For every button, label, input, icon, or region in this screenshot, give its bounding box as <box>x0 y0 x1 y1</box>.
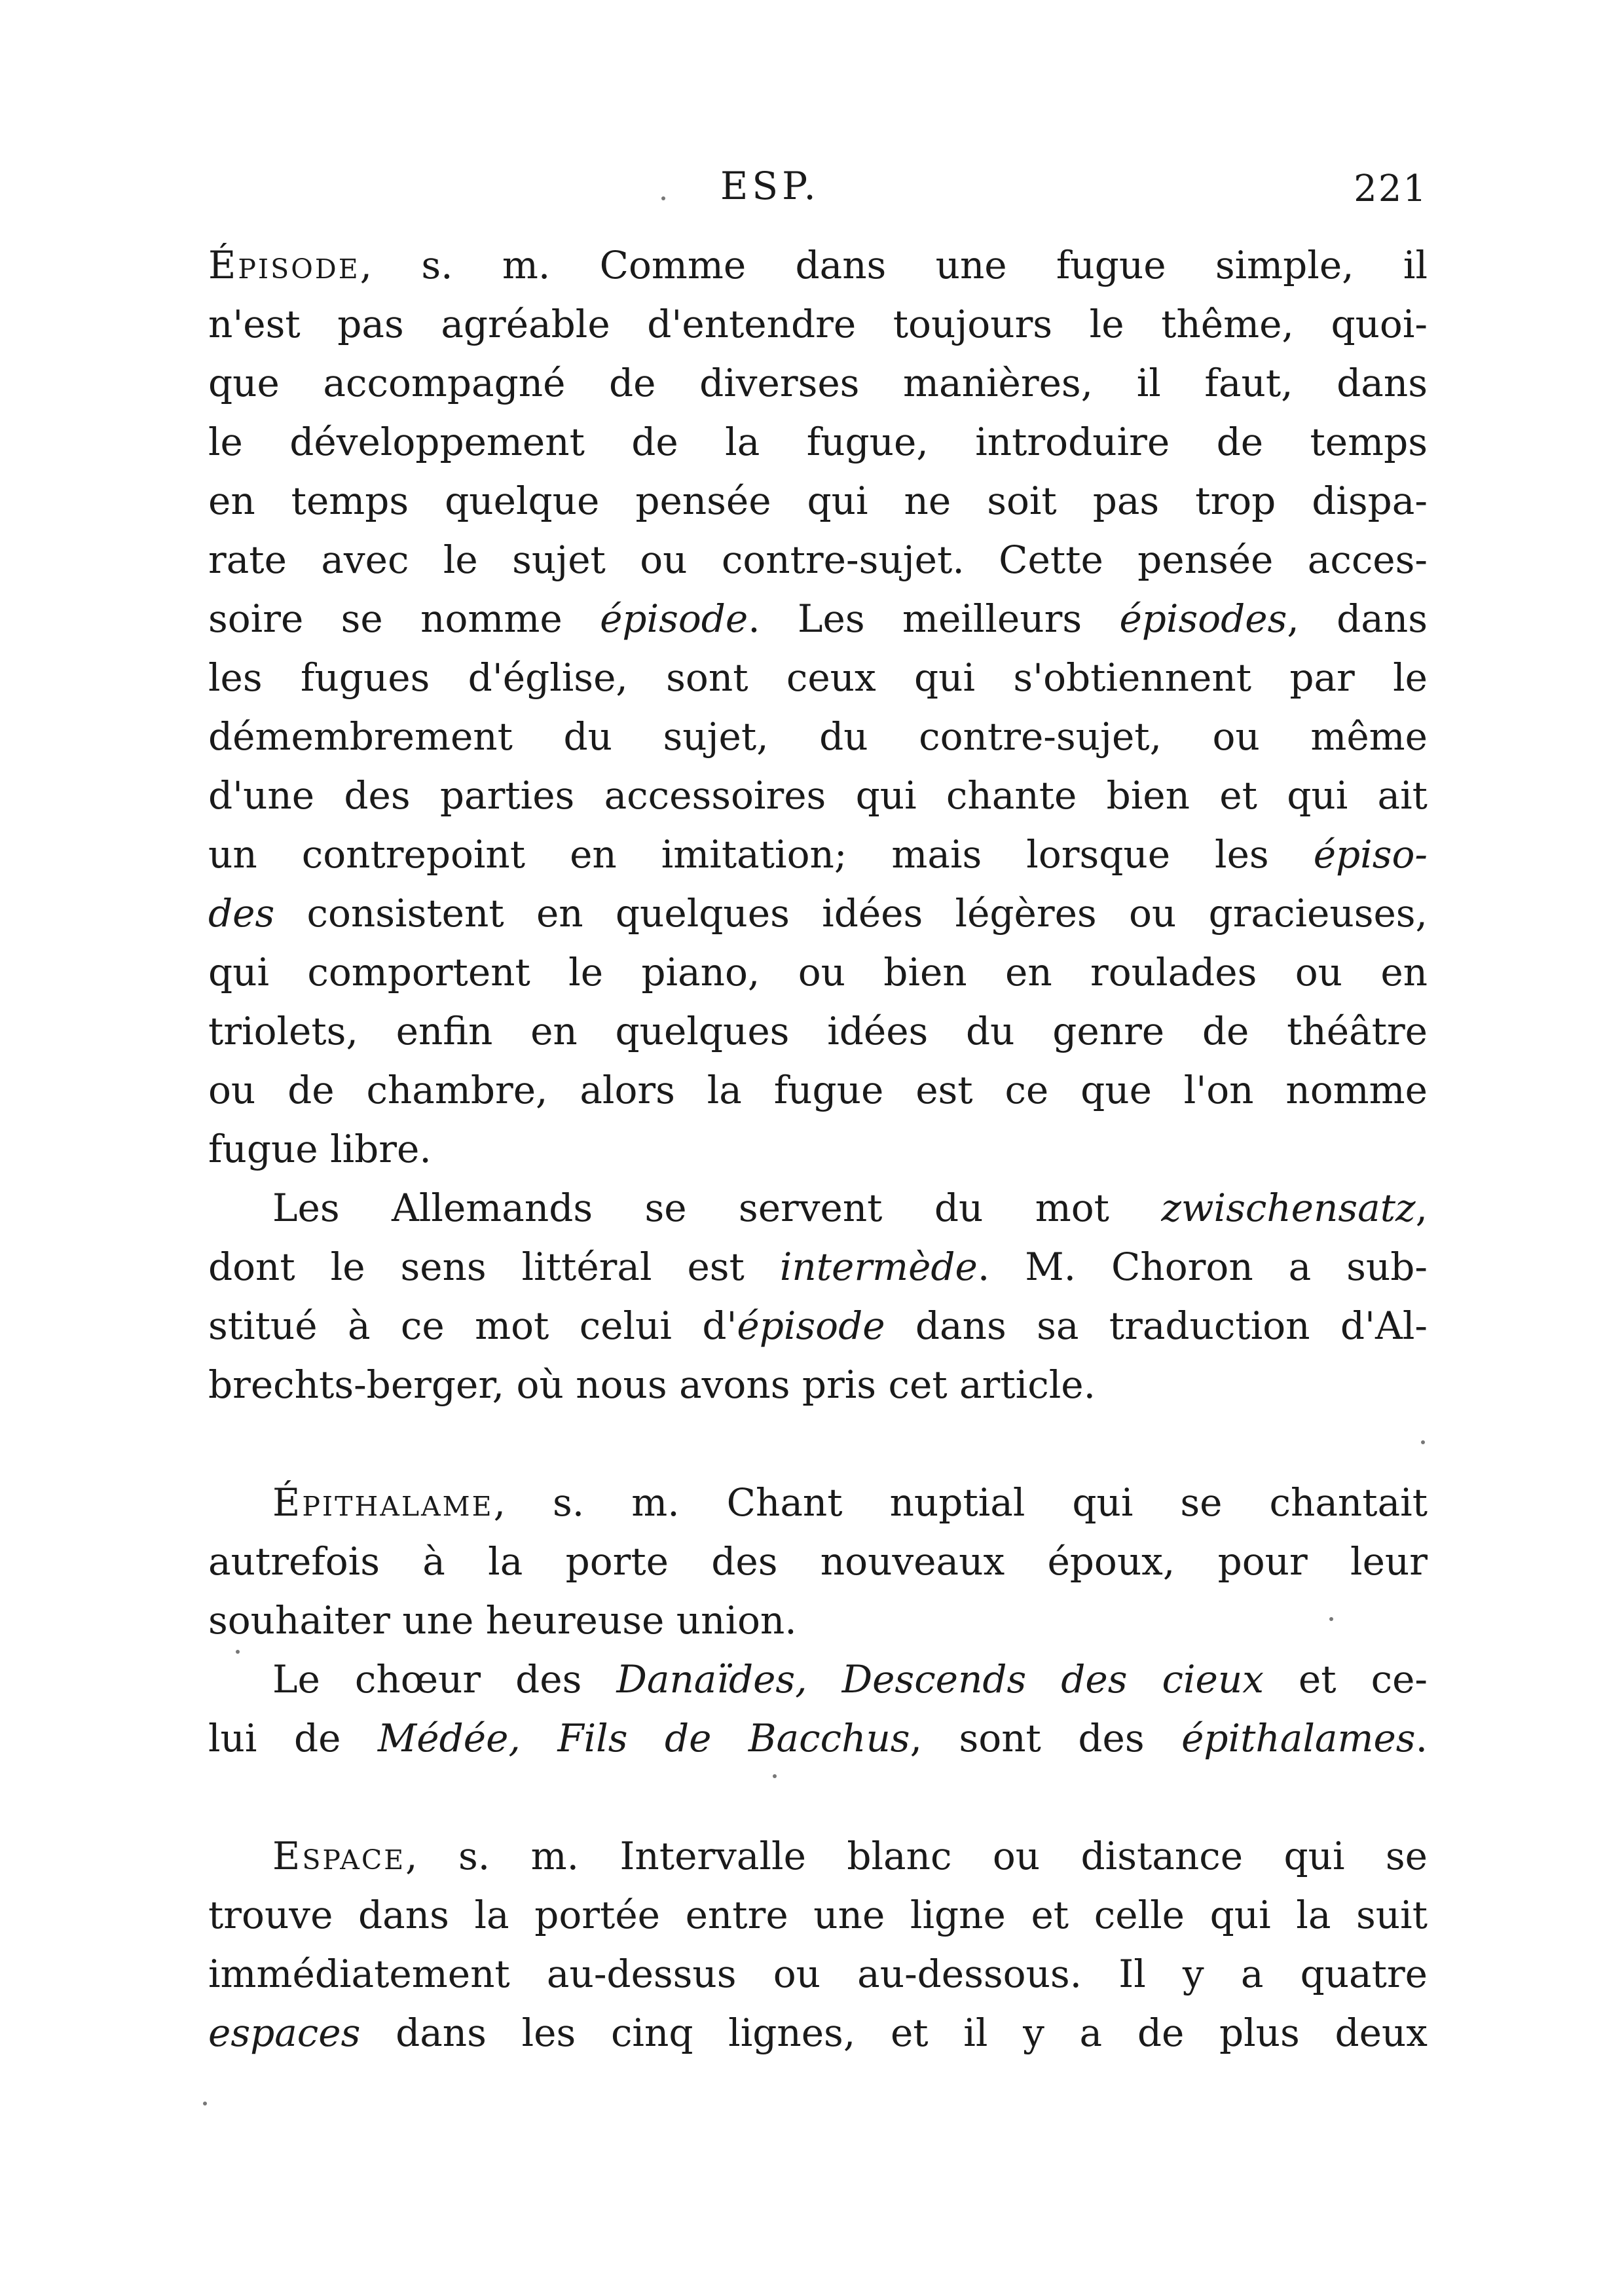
running-head: ESP. <box>720 164 820 208</box>
text-line: Espace, s. m. Intervalle blanc ou distance qui se <box>272 1834 1428 1878</box>
page-number: 221 <box>1354 168 1428 210</box>
italic-term: Médée, Fils de Bacchus <box>377 1716 910 1760</box>
text-line: espaces dans les cinq lignes, et il y a de plus deux <box>208 2011 1428 2055</box>
entry-gap <box>208 1768 1428 1827</box>
text-line: trouve dans la portée entre une ligne et celle qui la suit <box>208 1893 1428 1937</box>
text-line: les fugues d'église, sont ceux qui s'obtiennent par le <box>208 655 1428 700</box>
text-line: stitué à ce mot celui d'épisode dans sa traduction d'Al- <box>208 1303 1428 1348</box>
text-line: souhaiter une heureuse union. <box>208 1598 797 1643</box>
print-speck <box>236 1650 240 1654</box>
text-line: que accompagné de diverses manières, il faut, dans <box>208 361 1428 405</box>
text-line: triolets, enfin en quelques idées du genre de théâtre <box>208 1009 1428 1053</box>
entry-gap <box>208 1414 1428 1473</box>
text-line: lui de Médée, Fils de Bacchus, sont des épithalames. <box>208 1716 1428 1760</box>
text-line: d'une des parties accessoires qui chante bien et qui ait <box>208 773 1428 818</box>
text-line: fugue libre. <box>208 1127 432 1171</box>
text-line: Les Allemands se servent du mot zwischensatz, <box>272 1186 1428 1230</box>
print-speck <box>1421 1440 1425 1444</box>
print-speck <box>203 2102 207 2105</box>
text-line: un contrepoint en imitation; mais lorsque les épiso- <box>208 832 1428 877</box>
text-line: en temps quelque pensée qui ne soit pas trop dispa- <box>208 479 1428 523</box>
italic-term: épithalames <box>1181 1716 1416 1760</box>
text-line: qui comportent le piano, ou bien en roulades ou en <box>208 950 1428 994</box>
text-line: Épisode, s. m. Comme dans une fugue simple, il <box>208 243 1428 287</box>
italic-term: épiso- <box>1313 832 1428 877</box>
italic-term: épisode <box>600 596 748 641</box>
text-line: Le chœur des Danaïdes, Descends des cieux et ce- <box>272 1657 1428 1702</box>
text-line: le développement de la fugue, introduire de temps <box>208 420 1428 464</box>
entry-headword: Épithalame <box>272 1480 494 1525</box>
dictionary-text <box>208 236 1428 2062</box>
text-line: des consistent en quelques idées légères ou gracieuses, <box>208 891 1428 936</box>
print-speck <box>773 1774 777 1778</box>
text-line: rate avec le sujet ou contre-sujet. Cette pensée acces- <box>208 538 1428 582</box>
text-line: ou de chambre, alors la fugue est ce que l'on nomme <box>208 1068 1428 1112</box>
text-line: démembrement du sujet, du contre-sujet, ou même <box>208 714 1428 759</box>
italic-term: des <box>208 891 275 936</box>
italic-term: intermède <box>779 1245 978 1289</box>
print-speck <box>661 196 665 200</box>
text-line: dont le sens littéral est intermède. M. Choron a sub- <box>208 1245 1428 1289</box>
text-line: n'est pas agréable d'entendre toujours le thême, quoi- <box>208 302 1428 346</box>
print-speck <box>1329 1617 1333 1621</box>
italic-term: zwischensatz <box>1161 1186 1416 1230</box>
entry-headword: Épisode <box>208 243 360 287</box>
text-line: soire se nomme épisode. Les meilleurs épisodes, dans <box>208 596 1428 641</box>
text-line: Épithalame, s. m. Chant nuptial qui se chantait <box>272 1480 1428 1525</box>
entry-headword: Espace <box>272 1834 406 1878</box>
page-header <box>0 164 1624 216</box>
italic-term: épisodes <box>1119 596 1287 641</box>
text-line: autrefois à la porte des nouveaux époux, pour leur <box>208 1539 1428 1584</box>
text-line: immédiatement au-dessus ou au-dessous. Il y a quatre <box>208 1952 1428 1996</box>
italic-term: espaces <box>208 2011 361 2055</box>
text-line: brechts-berger, où nous avons pris cet article. <box>208 1362 1096 1407</box>
italic-term: Danaïdes, Descends des cieux <box>616 1657 1264 1702</box>
italic-term: épisode <box>737 1303 885 1348</box>
